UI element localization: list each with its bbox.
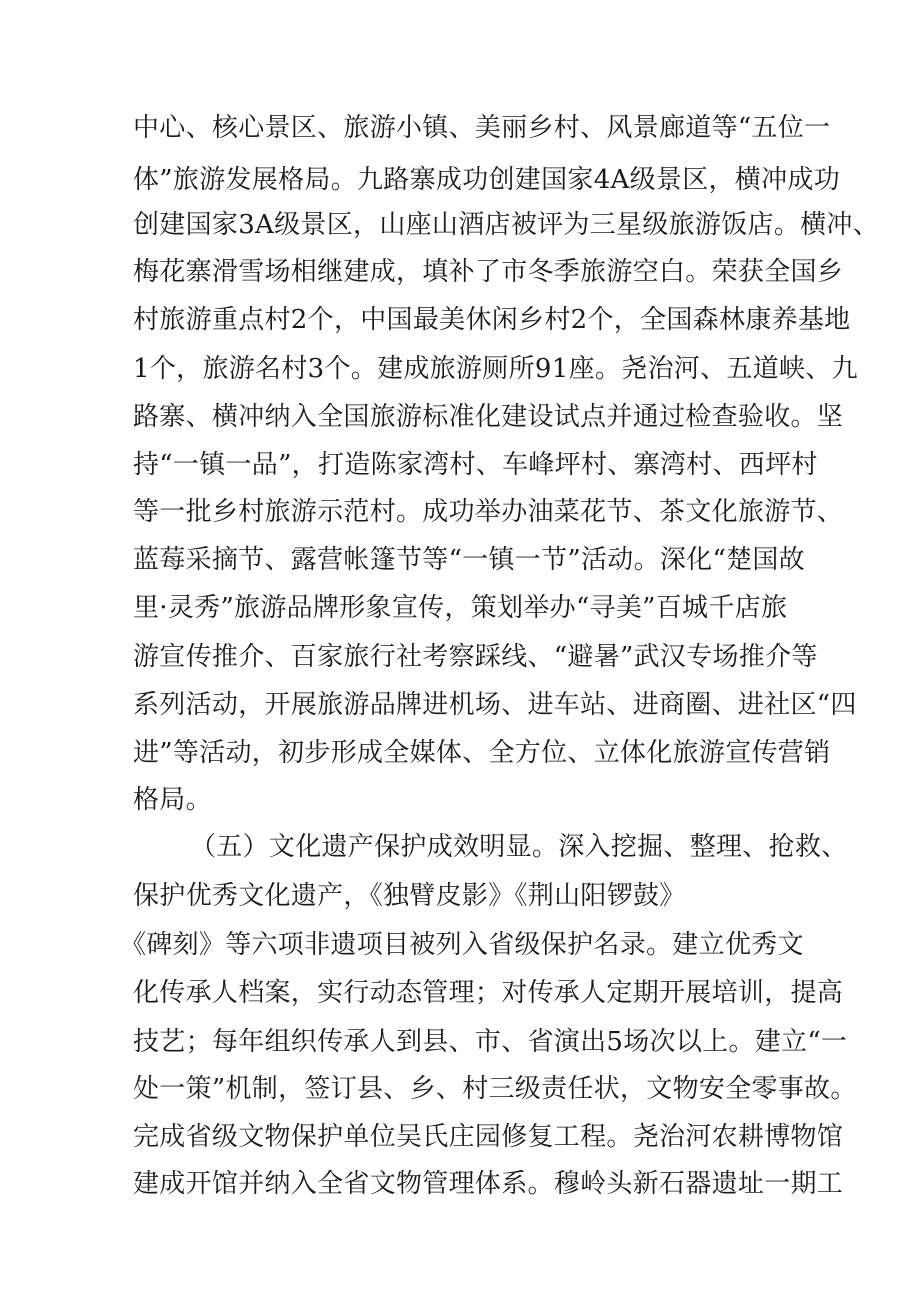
text-line: 格局。 xyxy=(133,785,212,815)
text-line: 系列活动，开展旅游品牌进机场、进车站、进商圈、进社区“四 xyxy=(133,690,857,720)
text-line: 游宣传推介、百家旅行社考察踩线、“避暑”武汉专场推介等 xyxy=(133,642,818,672)
text-line: 化传承人档案，实行动态管理；对传承人定期开展培训，提高 xyxy=(133,978,844,1008)
text-line: 中心、核心景区、旅游小镇、美丽乡村、风景廊道等“五位一 xyxy=(133,113,831,143)
text-line: 蓝莓采摘节、露营帐篷节等“一镇一节”活动。深化“楚国故 xyxy=(133,545,805,575)
text-line: 技艺；每年组织传承人到县、市、省演出5场次以上。建立“一 xyxy=(133,1027,848,1057)
text-line: 村旅游重点村2个，中国最美休闲乡村2个，全国森林康养基地 xyxy=(133,305,851,335)
text-line: 处一策”机制，签订县、乡、村三级责任状，文物安全零事故。 xyxy=(133,1074,857,1104)
text-line: 1个，旅游名村3个。建成旅游厕所91座。尧治河、五道峡、九 xyxy=(133,354,858,384)
text-line: 创建国家3A级景区，山座山酒店被评为三星级旅游饭店。横冲、 xyxy=(133,210,880,240)
text-line: 梅花寨滑雪场相继建成，填补了市冬季旅游空白。荣获全国乡 xyxy=(133,257,844,287)
paragraph-heading-line: （五）文化遗产保护成效明显。深入挖掘、整理、抢救、 xyxy=(190,832,848,862)
text-line: 完成省级文物保护单位吴氏庄园修复工程。尧治河农耕博物馆 xyxy=(133,1122,844,1152)
text-line: 里·灵秀”旅游品牌形象宣传，策划举办“寻美”百城千店旅 xyxy=(133,593,788,623)
text-line: 进”等活动，初步形成全媒体、全方位、立体化旅游宣传营销 xyxy=(133,738,831,768)
text-line: 持“一镇一品”，打造陈家湾村、车峰坪村、寨湾村、西坪村 xyxy=(133,450,818,480)
text-line: 等一批乡村旅游示范村。成功举办油菜花节、茶文化旅游节、 xyxy=(133,497,844,527)
text-line: 建成开馆并纳入全省文物管理体系。穆岭头新石器遗址一期工 xyxy=(133,1169,844,1199)
text-line: 路寨、横冲纳入全国旅游标准化建设试点并通过检查验收。坚 xyxy=(133,402,844,432)
text-line: 保护优秀文化遗产，《独臂皮影》《荆山阳锣鼓》 xyxy=(133,881,686,911)
text-line: 《碑刻》等六项非遗项目被列入省级保护名录。建立优秀文 xyxy=(120,930,804,960)
text-line: 体”旅游发展格局。九路寨成功创建国家4A级景区，横冲成功 xyxy=(133,165,841,195)
